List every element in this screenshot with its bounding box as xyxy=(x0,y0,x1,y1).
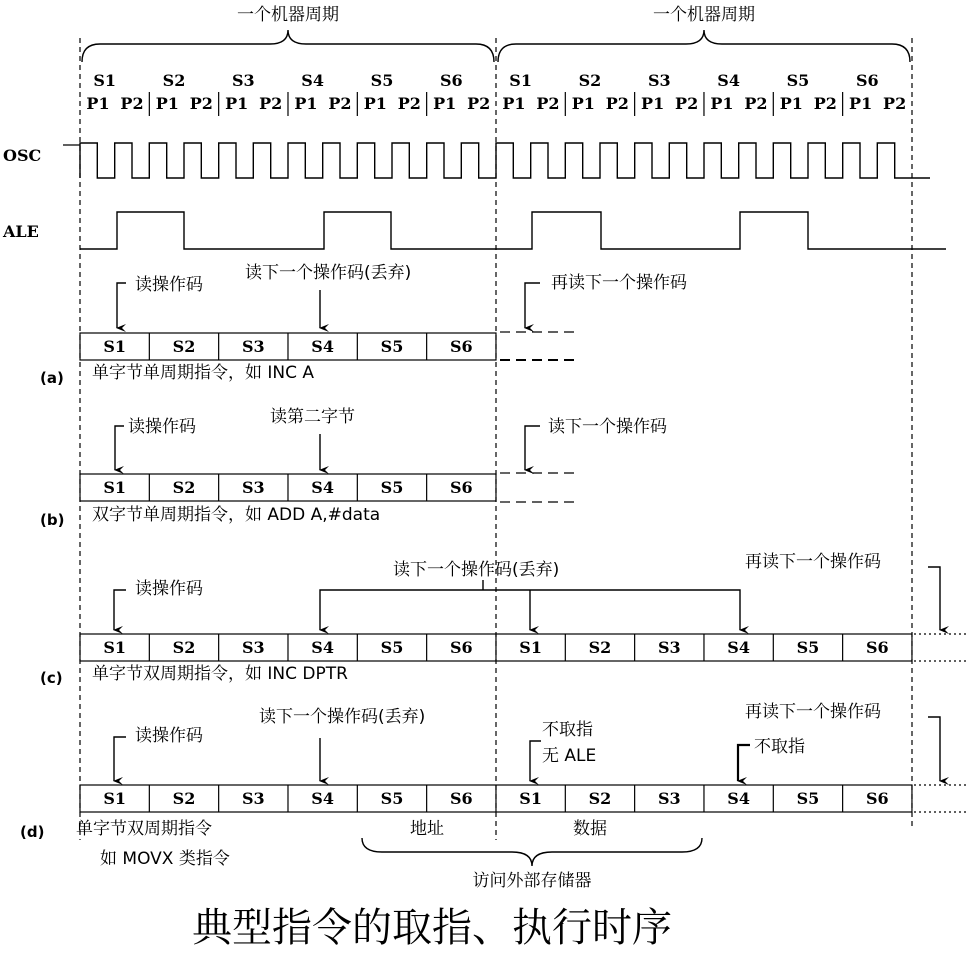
row-d-label-address: 地址 xyxy=(410,819,444,839)
machine-cycle-label-2: 一个机器周期 xyxy=(653,5,755,25)
phase-label: P2 xyxy=(675,94,699,113)
brace-external-memory xyxy=(362,838,702,866)
phase-label: P1 xyxy=(779,94,803,113)
phase-label: P2 xyxy=(397,94,421,113)
state-cell-label: S6 xyxy=(449,478,473,497)
row-b-tag: (b) xyxy=(40,511,65,529)
state-label: S5 xyxy=(370,71,394,90)
state-label: S1 xyxy=(93,71,117,90)
row-a-label-read-next-again: 再读下一个操作码 xyxy=(551,273,687,293)
phase-label: P1 xyxy=(641,94,665,113)
state-cell-label: S5 xyxy=(380,638,404,657)
state-cell-label: S2 xyxy=(172,789,196,808)
state-cell-label: S2 xyxy=(172,337,196,356)
state-label: S3 xyxy=(647,71,671,90)
state-cell-label: S4 xyxy=(311,789,334,808)
state-label: S6 xyxy=(439,71,463,90)
state-cell-label: S2 xyxy=(588,638,612,657)
state-cell-label: S2 xyxy=(172,638,196,657)
phase-label: P2 xyxy=(744,94,768,113)
state-cell-label: S1 xyxy=(103,337,127,356)
row-a-arrow-read-opcode xyxy=(117,283,126,328)
state-cell-label: S1 xyxy=(519,789,542,808)
state-cell-label: S3 xyxy=(241,337,265,356)
state-cell-label: S6 xyxy=(449,789,473,808)
osc-waveform xyxy=(80,143,930,178)
row-a-tag: (a) xyxy=(40,369,64,387)
state-cell-label: S4 xyxy=(311,638,334,657)
state-cell-label: S2 xyxy=(588,789,612,808)
row-d-arrow-s4 xyxy=(738,745,750,781)
row-d-label-no-ale: 无 ALE xyxy=(542,746,597,766)
state-cell-label: S4 xyxy=(727,638,750,657)
phase-label: P1 xyxy=(363,94,387,113)
row-c-arrow-read-next-again xyxy=(928,567,940,630)
state-label: S6 xyxy=(855,71,879,90)
row-d-label-no-fetch: 不取指 xyxy=(542,720,593,740)
phase-label: P1 xyxy=(155,94,179,113)
state-label: S4 xyxy=(717,71,740,90)
brace-cycle-2 xyxy=(498,30,910,62)
row-c-arrow-read-opcode xyxy=(114,590,126,630)
state-label: S5 xyxy=(786,71,810,90)
state-cell-label: S5 xyxy=(796,789,820,808)
row-d-label-data: 数据 xyxy=(573,819,607,839)
state-cell-label: S6 xyxy=(865,789,889,808)
row-a-state-cells xyxy=(80,333,496,360)
row-c-caption: 单字节双周期指令，如 INC DPTR xyxy=(92,664,348,684)
state-cell-label: S6 xyxy=(449,638,473,657)
row-a xyxy=(40,263,687,387)
state-cell-label: S3 xyxy=(241,789,265,808)
row-d-caption: 单字节双周期指令 xyxy=(76,819,212,839)
phase-label: P1 xyxy=(849,94,873,113)
state-cell-label: S4 xyxy=(311,478,334,497)
row-d xyxy=(20,702,969,891)
state-cell-label: S1 xyxy=(103,789,127,808)
ale-waveform xyxy=(80,212,946,249)
osc-label: OSC xyxy=(3,146,42,165)
state-cell-label: S1 xyxy=(103,478,127,497)
state-label: S4 xyxy=(301,71,324,90)
phase-label: P2 xyxy=(813,94,837,113)
ale-label: ALE xyxy=(3,222,39,241)
row-b-state-cells xyxy=(80,474,496,501)
state-cell-label: S6 xyxy=(449,337,473,356)
phase-label: P1 xyxy=(225,94,249,113)
phase-label: P2 xyxy=(328,94,352,113)
state-cell-label: S3 xyxy=(241,638,265,657)
phase-label: P2 xyxy=(120,94,144,113)
row-d-label-no-fetch-s4: 不取指 xyxy=(754,737,805,757)
phase-label: P1 xyxy=(502,94,526,113)
row-d-label-read-next-again: 再读下一个操作码 xyxy=(745,702,881,722)
machine-cycle-label-1: 一个机器周期 xyxy=(237,5,339,25)
state-label: S2 xyxy=(578,71,602,90)
row-d-tag: (d) xyxy=(20,823,45,841)
state-cell-label: S3 xyxy=(657,789,681,808)
state-cell-label: S3 xyxy=(241,478,265,497)
row-d-arrow-s1 xyxy=(530,741,541,781)
state-cell-label: S6 xyxy=(865,638,889,657)
state-cell-label: S2 xyxy=(172,478,196,497)
row-d-label-read-opcode: 读操作码 xyxy=(135,726,203,746)
row-c-tag: (c) xyxy=(40,669,63,687)
state-cell-label: S1 xyxy=(103,638,127,657)
phase-label: P1 xyxy=(710,94,734,113)
state-cell-label: S4 xyxy=(727,789,750,808)
row-b-label-read-opcode: 读操作码 xyxy=(128,417,196,437)
phase-label: P1 xyxy=(294,94,318,113)
row-c-state-cells xyxy=(80,634,912,661)
row-c-label-read-next-again: 再读下一个操作码 xyxy=(745,552,881,572)
row-b-arrow-read-next xyxy=(525,426,540,470)
row-d-caption-2: 如 MOVX 类指令 xyxy=(100,849,230,869)
state-label: S3 xyxy=(231,71,255,90)
row-d-arrow-read-opcode xyxy=(114,737,126,781)
figure-title: 典型指令的取指、执行时序 xyxy=(192,905,672,951)
brace-cycle-1 xyxy=(82,30,494,62)
phase-label: P1 xyxy=(86,94,110,113)
row-b-caption: 双字节单周期指令，如 ADD A,#data xyxy=(92,505,381,525)
row-a-label-read-next-discard: 读下一个操作码(丢弃) xyxy=(245,263,412,283)
phase-label: P2 xyxy=(536,94,560,113)
state-cell-label: S5 xyxy=(796,638,820,657)
state-label: S2 xyxy=(162,71,186,90)
row-c xyxy=(40,552,969,687)
phase-label: P1 xyxy=(433,94,457,113)
phase-label: P2 xyxy=(189,94,213,113)
row-c-label-read-next-discard: 读下一个操作码(丢弃) xyxy=(393,560,560,580)
state-label: S1 xyxy=(509,71,532,90)
state-cell-label: S5 xyxy=(380,337,404,356)
row-b-arrow-read-opcode xyxy=(115,426,124,470)
phase-label: P2 xyxy=(605,94,629,113)
state-cell-label: S5 xyxy=(380,478,404,497)
row-d-label-read-next-discard: 读下一个操作码(丢弃) xyxy=(259,707,426,727)
phase-label: P1 xyxy=(571,94,595,113)
label-access-external-memory: 访问外部存储器 xyxy=(472,871,592,891)
row-d-arrow-read-next-again xyxy=(928,717,940,781)
state-cell-label: S1 xyxy=(519,638,542,657)
state-cell-label: S4 xyxy=(311,337,334,356)
state-cell-label: S3 xyxy=(657,638,681,657)
phase-label: P2 xyxy=(467,94,491,113)
row-a-arrow-read-next-again xyxy=(525,283,540,328)
row-b xyxy=(40,407,667,529)
row-c-label-read-opcode: 读操作码 xyxy=(135,579,203,599)
row-a-caption: 单字节单周期指令，如 INC A xyxy=(92,363,315,383)
state-cell-label: S5 xyxy=(380,789,404,808)
row-b-label-read-second-byte: 读第二字节 xyxy=(270,407,355,427)
row-a-label-read-opcode: 读操作码 xyxy=(135,275,203,295)
phase-label: P2 xyxy=(259,94,283,113)
row-b-label-read-next: 读下一个操作码 xyxy=(548,417,667,437)
phase-label: P2 xyxy=(883,94,907,113)
row-d-state-cells xyxy=(80,785,912,812)
